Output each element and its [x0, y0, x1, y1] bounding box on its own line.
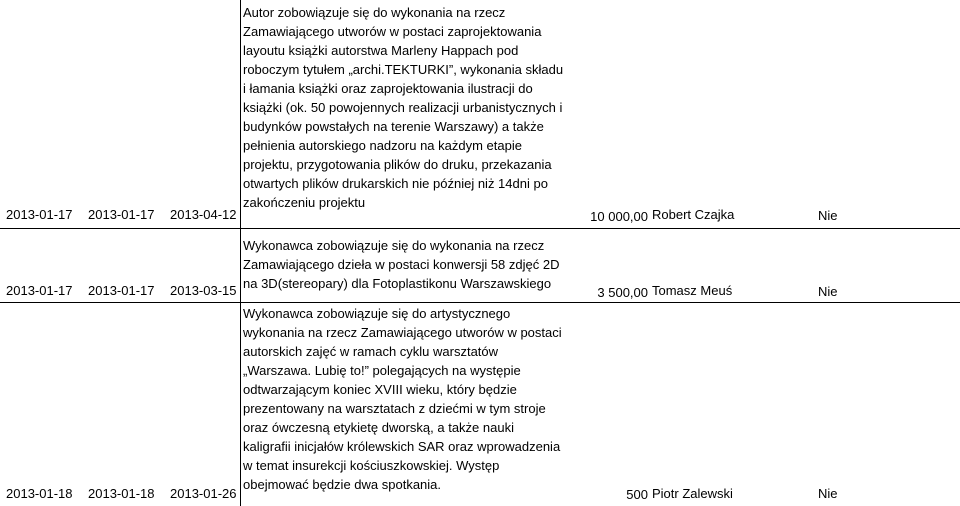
amount-cell: 3 500,00	[597, 285, 648, 300]
date-cell: 2013-01-17	[88, 283, 155, 298]
row-divider	[0, 302, 960, 303]
description-line: pełnienia autorskiego nadzoru na każdym etapie	[243, 138, 522, 153]
date-cell: 2013-01-17	[6, 207, 73, 222]
row-divider	[0, 228, 960, 229]
description-line: Wykonawca zobowiązuje się do artystycznego	[243, 306, 511, 321]
description-cell	[243, 236, 588, 293]
description-line: „Warszawa. Lubię to!” polegających na występie	[243, 363, 521, 378]
description-line: Wykonawca zobowiązuje się do wykonania na rzecz	[243, 238, 545, 253]
description-line: Zamawiającego dzieła w postaci konwersji 58 zdjęć 2D	[243, 257, 560, 272]
flag-cell: Nie	[818, 284, 838, 299]
description-line: zakończeniu projektu	[243, 195, 366, 210]
description-cell	[243, 304, 588, 494]
description-line: w temat insurekcji kościuszkowskiej. Występ	[243, 458, 500, 473]
description-line: prezentowany na warsztatach z dziećmi w tym stroje	[243, 401, 546, 416]
date-cell: 2013-01-17	[88, 207, 155, 222]
flag-cell: Nie	[818, 486, 838, 501]
description-line: na 3D(stereopary) dla Fotoplastikonu Warszawskiego	[243, 276, 552, 291]
person-cell: Piotr Zalewski	[652, 486, 733, 501]
description-line: kaligrafii inicjałów królewskich SAR oraz wprowadzenia	[243, 439, 561, 454]
flag-cell: Nie	[818, 208, 838, 223]
date-cell: 2013-01-17	[6, 283, 73, 298]
date-cell: 2013-01-26	[170, 486, 237, 501]
description-line: autorskich zajęć w ramach cyklu warsztatów	[243, 344, 499, 359]
description-line: odtwarzającym koniec XVIII wieku, który będzie	[243, 382, 517, 397]
description-line: wykonania na rzecz Zamawiającego utworów w postaci	[243, 325, 562, 340]
description-line: oraz ówczesną etykietę dworską, a także nauki	[243, 420, 514, 435]
description-line: layoutu książki autorstwa Marleny Happach pod	[243, 43, 519, 58]
description-line: Autor zobowiązuje się do wykonania na rzecz	[243, 5, 506, 20]
date-cell: 2013-01-18	[88, 486, 155, 501]
description-cell	[243, 3, 588, 212]
amount-cell: 10 000,00	[590, 209, 648, 224]
description-line: obejmować będzie dwa spotkania.	[243, 477, 442, 492]
description-line: projektu, przygotowania plików do druku, przekazania	[243, 157, 552, 172]
date-cell: 2013-04-12	[170, 207, 237, 222]
column-divider	[240, 0, 241, 506]
description-line: roboczym tytułem „archi.TEKTURKI”, wykonania składu	[243, 62, 564, 77]
description-line: książki (ok. 50 powojennych realizacji urbanistycznych i	[243, 100, 563, 115]
amount-cell: 500	[626, 487, 648, 502]
person-cell: Robert Czajka	[652, 207, 735, 222]
description-line: otwartych plików drukarskich nie później niż 14dni po	[243, 176, 548, 191]
description-line: Zamawiającego utworów w postaci zaprojektowania	[243, 24, 542, 39]
date-cell: 2013-01-18	[6, 486, 73, 501]
description-line: i łamania książki oraz zaprojektowania ilustracji do	[243, 81, 533, 96]
date-cell: 2013-03-15	[170, 283, 237, 298]
description-line: budynków powstałych na terenie Warszawy) a także	[243, 119, 544, 134]
person-cell: Tomasz Meuś	[652, 283, 733, 298]
